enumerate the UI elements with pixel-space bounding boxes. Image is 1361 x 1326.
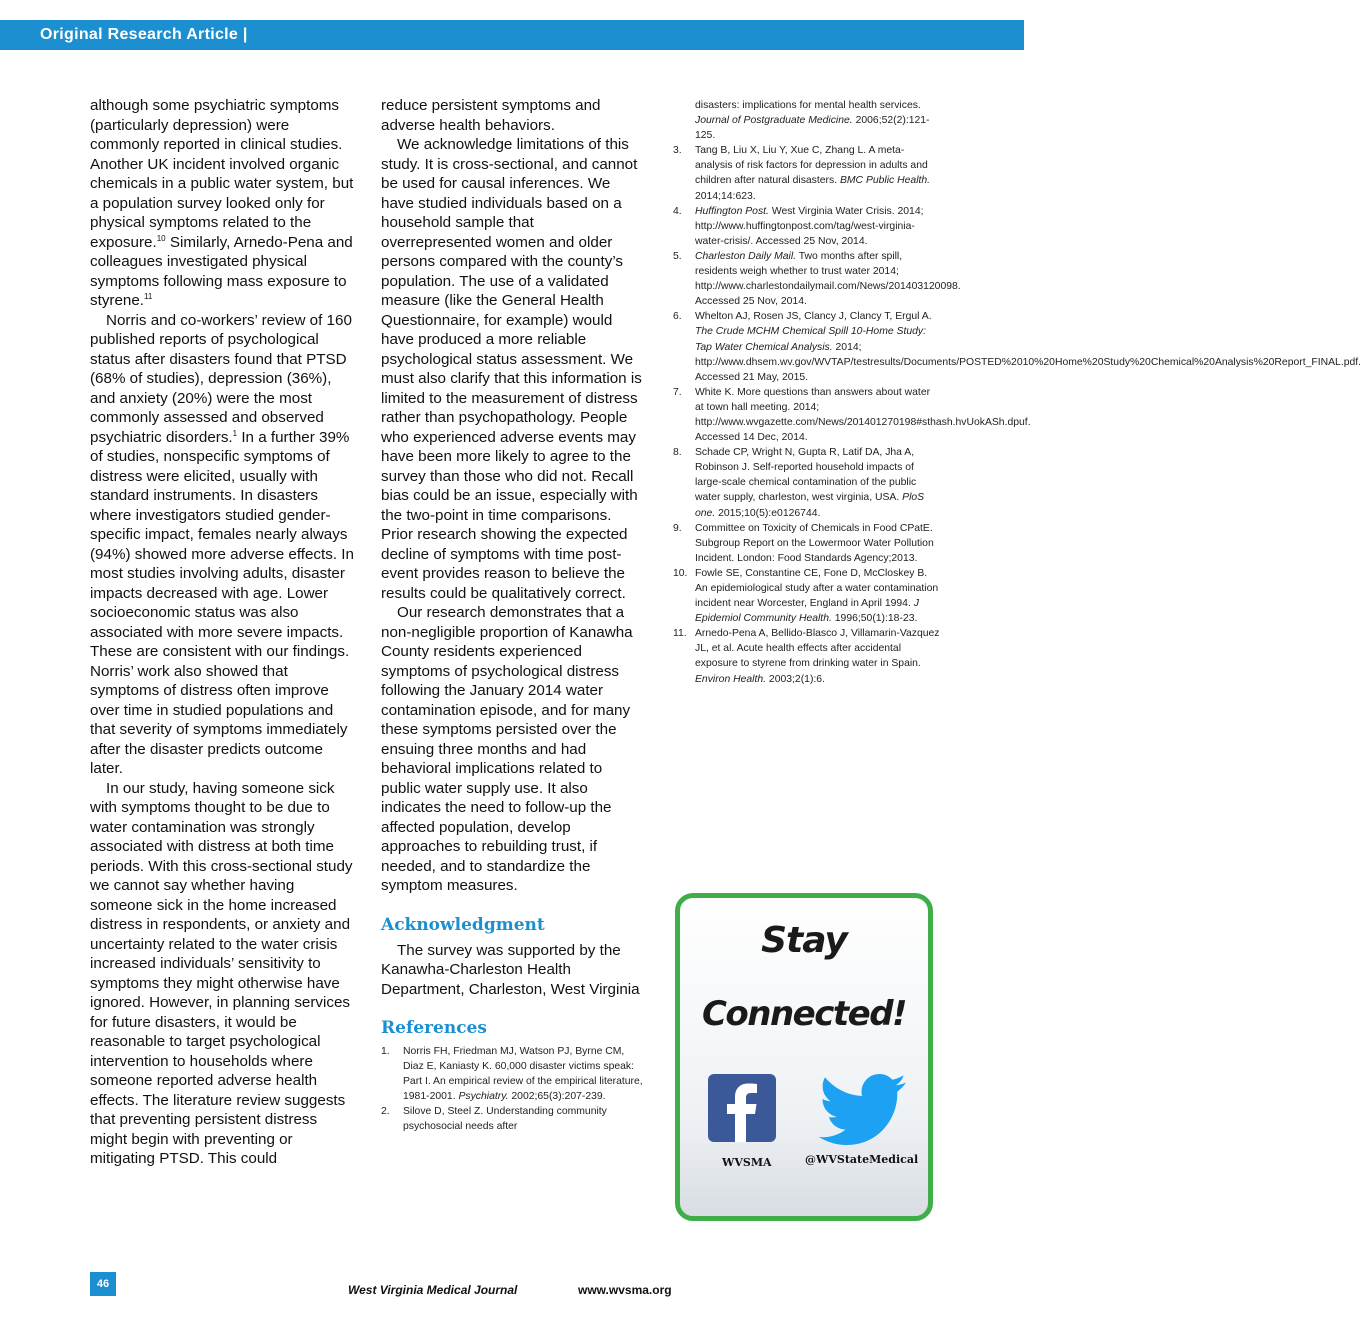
reference-item: 1. Norris FH, Friedman MJ, Watson PJ, Byrne CM, Diaz E, Kaniasty K. 60,000 disaster victims speak: Part I. An empirical review of the empirical literature, 1981-2001. Psychiatry. 2002;65(3):207-239. (381, 1046, 643, 1103)
twitter-label: @WVStateMedical (805, 1153, 919, 1166)
reference-item: 2. Silove D, Steel Z. Understanding community psychosocial needs after (381, 1106, 607, 1133)
stay-connected-box (675, 893, 933, 1221)
journal-name: West Virginia Medical Journal (348, 1283, 518, 1297)
reference-item: 5. Charleston Daily Mail. Two months after spill, residents weigh whether to trust water 2014; http://www.charlestondailymail.com/News/201403120098. Accessed 25 Nov, 2014. (673, 250, 961, 308)
page-number: 46 (90, 1272, 116, 1296)
reference-item: 10. Fowle SE, Constantine CE, Fone D, McCloskey B. An epidemiological study after a water contamination incident near Worcester, England in April 1994. J Epidemiol Community Health. 1996;50(1):18-23. (673, 567, 939, 625)
body-paragraph: Norris and co-workers’ review of 160 published reports of psychological status after disasters found that PTSD (68% of studies), depression (36%), and anxiety (20%) were the most commonly assessed and observed psychiatric disorders.$^1$ In a further 39% of studies, nonspecific symptoms of distress were elicited, usually with standard instruments. In disasters where investigators studied gender-specific impact, females nearly always (94%) showed more adverse effects. In most studies involving adults, disaster impacts decreased with age. Lower socioeconomic status was also associated with more severe impacts. These are consistent with our findings. Norris’ work also showed that symptoms of distress often improve over time in studied populations and that severity of symptoms immediately after the disaster predicts outcome later. (90, 311, 354, 777)
reference-continuation: disasters: implications for mental health services. Journal of Postgraduate Medicine. 2006;52(2):121-125. (695, 100, 930, 142)
journal-url[interactable]: www.wvsma.org (578, 1283, 672, 1297)
column-2 (381, 96, 646, 1135)
body-paragraph: reduce persistent symptoms and adverse health behaviors. (381, 97, 601, 134)
twitter-icon[interactable] (818, 1074, 908, 1146)
facebook-label: WVSMA (722, 1156, 772, 1169)
reference-list (673, 143, 1361, 686)
facebook-icon[interactable] (708, 1074, 776, 1142)
header-band (0, 20, 1024, 50)
body-paragraph: although some psychiatric symptoms (particularly depression) were commonly reported in clinical studies. Another UK incident involved organic chemicals in a public water system, but a population survey looked only for physical symptoms related to the exposure.$^{10}$ Similarly, Arnedo-Pena and colleagues investigated physical symptoms following mass exposure to styrene.$^{11}$ (90, 97, 354, 309)
acknowledgment-heading: Acknowledgment (381, 914, 545, 935)
acknowledgment-text: The survey was supported by the Kanawha-Charleston Health Department, Charleston, West Virginia (381, 941, 640, 998)
reference-list (381, 1044, 646, 1135)
reference-item: 11. Arnedo-Pena A, Bellido-Blasco J, Villamarin-Vazquez JL, et al. Acute health effects after accidental exposure to styrene from drinking water in Spain. Environ Health. 2003;2(1):6. (673, 628, 940, 685)
body-paragraph: Our research demonstrates that a non-negligible proportion of Kanawha County residents experienced symptoms of psychological distress following the January 2014 water contamination episode, and for many these symptoms persisted over the ensuing three months and had behavioral implications related to public water supply use. It also indicates the need to follow-up the affected population, develop approaches to rebuilding trust, if needed, and to standardize the symptom measures. (381, 604, 633, 894)
reference-item: 3. Tang B, Liu X, Liu Y, Xue C, Zhang L. A meta-analysis of risk factors for depression in adults and children after natural disasters. BMC Public Health. 2014;14:623. (673, 145, 931, 202)
reference-item: 6. Whelton AJ, Rosen JS, Clancy J, Clancy T, Ergul A. The Crude MCHM Chemical Spill 10-Home Study: Tap Water Chemical Analysis. 2014; http://www.dhsem.wv.gov/WVTAP/testresults/Documents/POSTED%2010%20Home%20Study%20Chemical%20Analysis%20Report_FINAL.pdf. Accessed 21 May, 2015. (673, 311, 1361, 383)
reference-item: 4. Huffington Post. West Virginia Water Crisis. 2014; http://www.huffingtonpost.com/tag/west-virginia-water-crisis/. Accessed 25 Nov, 2014. (673, 205, 924, 247)
column-1 (90, 96, 358, 1169)
reference-item: 7. White K. More questions than answers about water at town hall meeting. 2014; http://www.wvgazette.com/News/201401270198#sthash.hvUokASh.dpuf. Accessed 14 Dec, 2014. (673, 386, 1031, 444)
article-type-label: Original Research Article | (40, 26, 248, 43)
body-paragraph: In our study, having someone sick with symptoms thought to be due to water contamination was strongly associated with distress at both time periods. With this cross-sectional study we cannot say whether having someone sick in the home increased distress in respondents, or anxiety and uncertainty related to the water crisis increased individuals’ sensitivity to symptoms they might otherwise have ignored. However, in planning services for future disasters, it would be reasonable to target psychological intervention to households where someone reported adverse health effects. The literature review suggests that preventing persistent distress might begin with preventing or mitigating PTSD. This could (90, 779, 353, 1167)
body-paragraph: We acknowledge limitations of this study. It is cross-sectional, and cannot be used for causal inferences. We have studied individuals based on a household sample that overrepresented women and older persons compared with the county’s population. The use of a validated measure (like the General Health Questionnaire, for example) would have produced a more reliable psychological status assessment. We must also clarify that this information is limited to the measurement of distress rather than psychopathology. People who experienced adverse events may have been more likely to agree to the survey than those who did not. Recall bias could be an issue, especially with the two-point in time comparisons. Prior research showing the expected decline of symptoms with time post-event provides reason to believe the results could be qualitatively correct. (381, 136, 642, 602)
reference-item: 8. Schade CP, Wright N, Gupta R, Latif DA, Jha A, Robinson J. Self-reported household impacts of large-scale chemical contamination of the public water supply, charleston, west virginia, USA. PloS one. 2015;10(5):e0126744. (673, 447, 925, 519)
stay-heading: Stay (761, 920, 847, 961)
references-heading: References (381, 1018, 487, 1038)
reference-item: 9. Committee on Toxicity of Chemicals in Food CPatE. Subgroup Report on the Lowermoor Water Pollution Incident. London: Food Standards Agency;2013. (673, 522, 934, 564)
connected-heading: Connected! (701, 994, 907, 1034)
column-3 (673, 98, 1361, 687)
